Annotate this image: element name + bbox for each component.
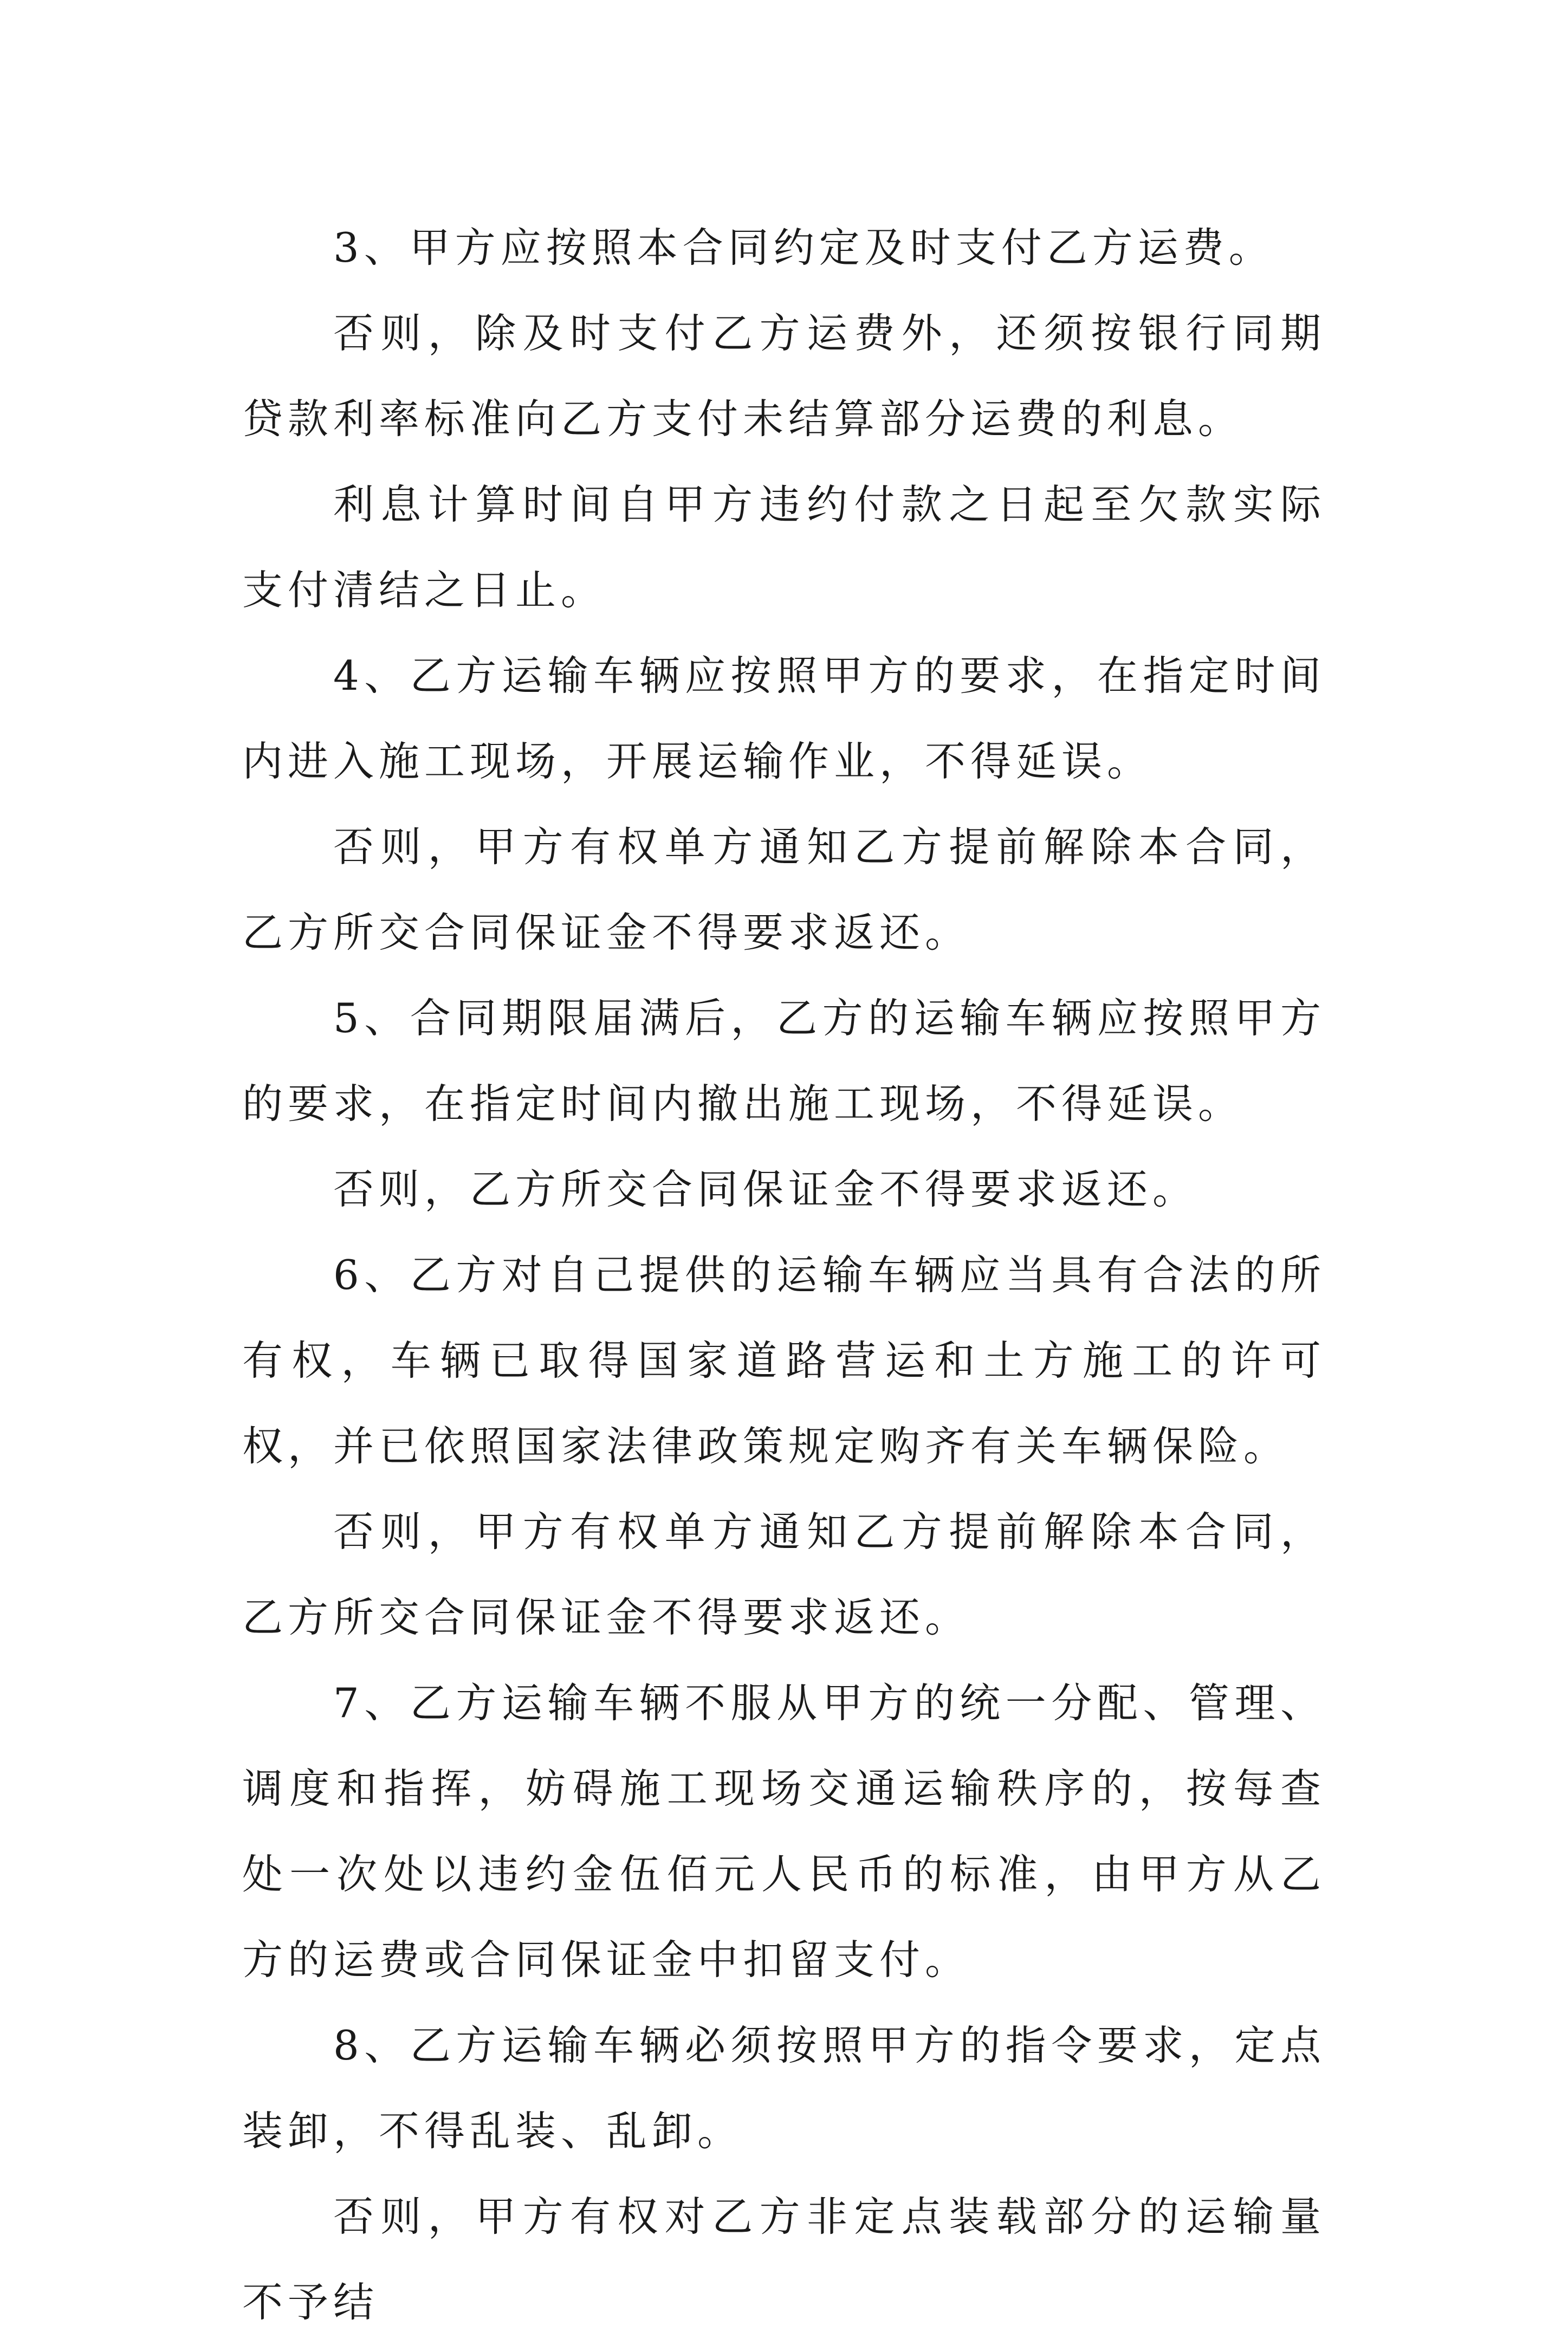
paragraph-clause-3-interest: 利息计算时间自甲方违约付款之日起至欠款实际支付清结之日止。 xyxy=(242,481,1326,614)
paragraph-clause-4: 4、乙方运输车辆应按照甲方的要求，在指定时间内进入施工现场，开展运输作业，不得延误。 xyxy=(242,652,1326,785)
paragraph-clause-3: 3、甲方应按照本合同约定及时支付乙方运费。 xyxy=(333,224,1274,271)
paragraph-clause-8-penalty: 否则，甲方有权对乙方非定点装载部分的运输量不予结 xyxy=(242,2193,1326,2326)
paragraph-clause-6-penalty: 否则，甲方有权单方通知乙方提前解除本合同，乙方所交合同保证金不得要求返还。 xyxy=(242,1508,1326,1641)
paragraph-clause-6: 6、乙方对自己提供的运输车辆应当具有合法的所有权，车辆已取得国家道路营运和土方施工的许可权，并已依照国家法律政策规定购齐有关车辆保险。 xyxy=(242,1251,1326,1470)
paragraph-clause-7: 7、乙方运输车辆不服从甲方的统一分配、管理、调度和指挥，妨碍施工现场交通运输秩序的，按每查处一次处以违约金伍佰元人民币的标准，由甲方从乙方的运费或合同保证金中扣留支付。 xyxy=(242,1679,1326,1984)
paragraph-clause-5-penalty: 否则，乙方所交合同保证金不得要求返还。 xyxy=(333,1165,1198,1213)
paragraph-clause-4-penalty: 否则，甲方有权单方通知乙方提前解除本合同，乙方所交合同保证金不得要求返还。 xyxy=(242,823,1326,956)
paragraph-clause-8: 8、乙方运输车辆必须按照甲方的指令要求，定点装卸，不得乱装、乱卸。 xyxy=(242,2022,1326,2155)
paragraph-clause-5: 5、合同期限届满后，乙方的运输车辆应按照甲方的要求，在指定时间内撤出施工现场，不得延误。 xyxy=(242,994,1326,1128)
paragraph-clause-3-penalty: 否则，除及时支付乙方运费外，还须按银行同期贷款利率标准向乙方支付未结算部分运费的利息。 xyxy=(242,309,1326,443)
document-body xyxy=(242,205,1326,2345)
